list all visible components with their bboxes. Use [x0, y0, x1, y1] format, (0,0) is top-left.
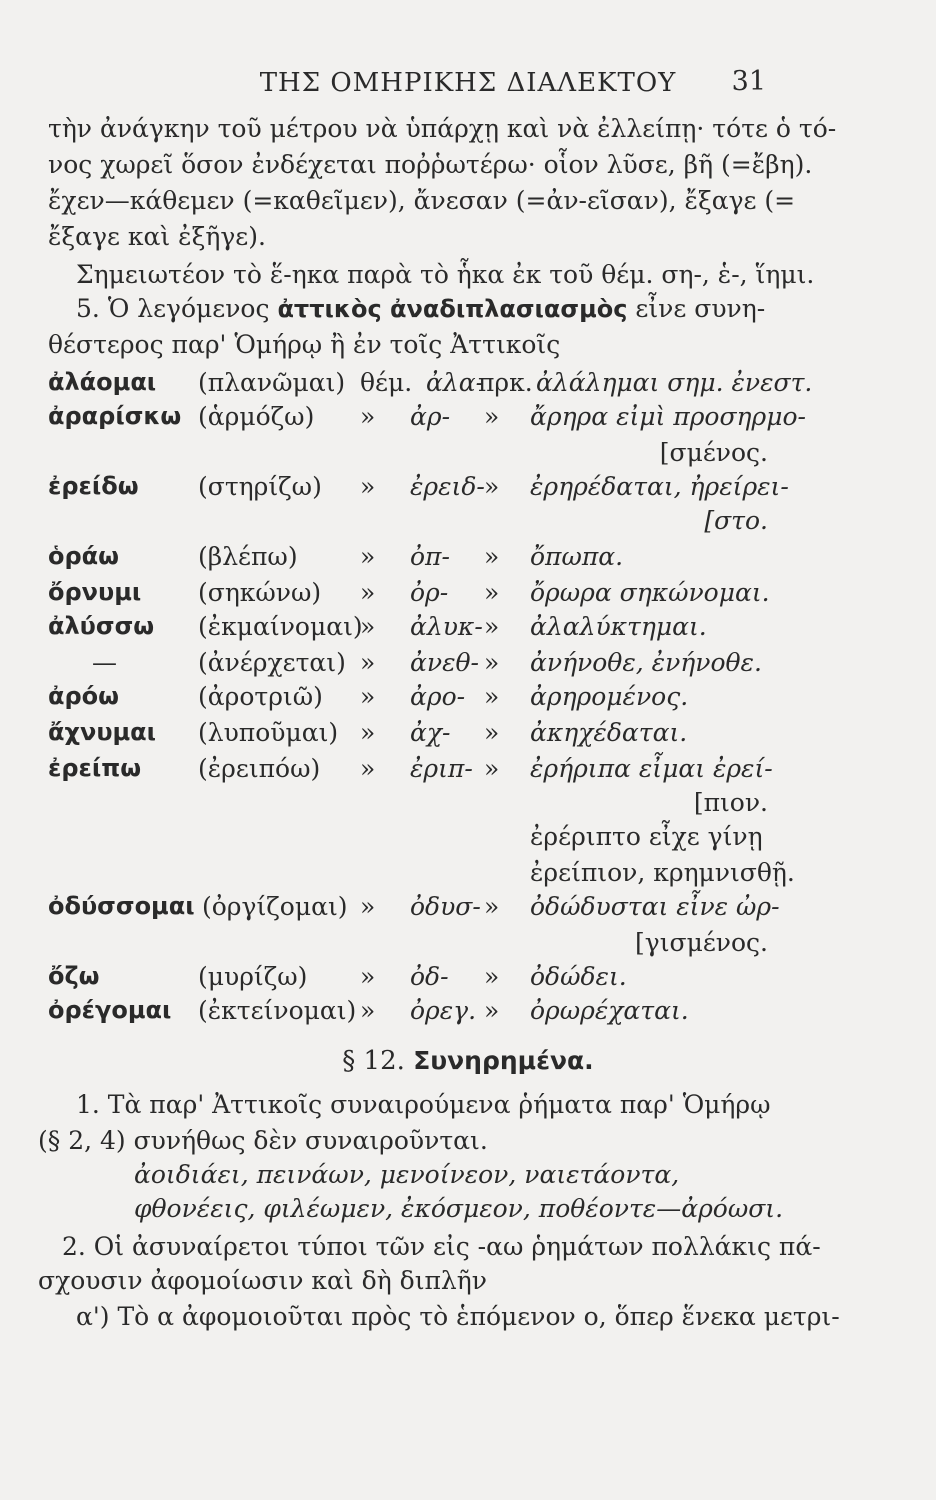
- ditto: »: [360, 402, 376, 431]
- continuation: [γισμένος.: [635, 928, 768, 957]
- perfect-form: ἐρήριπα εἶμαι ἐρεί-: [530, 754, 773, 783]
- term-bold: ἀττικὸς ἀναδιπλασιασμὸς: [277, 295, 628, 323]
- perfect-form: ἄρηρα εἰμὶ προσηρμο-: [530, 402, 806, 431]
- stem: ὀρ-: [410, 578, 449, 607]
- gloss: (στηρίζω): [198, 472, 322, 501]
- stem: ἀχ-: [410, 718, 451, 747]
- gloss: (μυρίζω): [198, 962, 308, 991]
- gloss: (ἐκτείνομαι): [198, 996, 357, 1025]
- ditto: »: [484, 472, 500, 501]
- perfect-form: ἀνήνοθε, ἐνήνοθε.: [530, 648, 762, 677]
- section-heading: [0, 1046, 936, 1076]
- ditto: »: [360, 578, 376, 607]
- extra-line: ἐρέριπτο εἶχε γίνῃ: [530, 822, 763, 851]
- perfect-form: ὄπωπα.: [530, 542, 624, 571]
- ditto: »: [360, 892, 376, 921]
- ditto: »: [484, 578, 500, 607]
- verb: ἀρόω: [48, 682, 120, 710]
- paragraph-text: Ὁ λεγόμενος: [107, 294, 270, 323]
- ditto: πρκ.: [478, 368, 533, 397]
- ditto: »: [484, 996, 500, 1025]
- verb: ἐρείπω: [48, 754, 142, 782]
- verb: ὁράω: [48, 542, 120, 570]
- extra-line: ἐρείπιον, κρημνισθῇ.: [530, 858, 795, 887]
- gloss: (πλανῶμαι): [198, 368, 346, 397]
- stem: ὀρεγ.: [410, 996, 477, 1025]
- intro-line-4: ἔξαγε καὶ ἐξῆγε).: [48, 222, 266, 251]
- perfect-form: ἀκηχέδαται.: [530, 718, 688, 747]
- ditto: »: [484, 682, 500, 711]
- stem: ὀδ-: [410, 962, 449, 991]
- perfect-form: ἀλάλημαι σημ. ἐνεστ.: [536, 368, 813, 397]
- perfect-form: ἀρηρομένος.: [530, 682, 689, 711]
- perfect-form: ὀρωρέχαται.: [530, 996, 689, 1025]
- gloss: (λυποῦμαι): [198, 718, 339, 747]
- stem: ὀδυσ-: [410, 892, 481, 921]
- stem: ἐριπ-: [410, 754, 473, 783]
- s12-line: (§ 2, 4) συνήθως δὲν συναιροῦνται.: [38, 1126, 488, 1155]
- ditto: »: [360, 754, 376, 783]
- perfect-form: ὄρωρα σηκώνομαι.: [530, 578, 770, 607]
- paragraph-5-line-2: θέστερος παρ' Ὁμήρῳ ἢ ἐν τοῖς Ἀττικοῖς: [48, 330, 561, 359]
- intro-line-2: νος χωρεῖ ὅσον ἐνδέχεται ποῤῥωτέρω· οἷον λῦσε, βῆ (=ἔβη).: [48, 150, 813, 179]
- ditto: »: [360, 682, 376, 711]
- section-number: § 12.: [342, 1046, 405, 1076]
- section-title: Συνηρημένα.: [413, 1046, 594, 1075]
- ditto: »: [484, 962, 500, 991]
- ditto: »: [360, 612, 376, 641]
- intro-line-5: Σημειωτέον τὸ ἕ-ηκα παρὰ τὸ ἧκα ἐκ τοῦ θέμ. ση-, ἑ-, ἵημι.: [76, 260, 815, 289]
- paragraph-5-line-1: [76, 296, 765, 321]
- verb: ὀρέγομαι: [48, 996, 172, 1024]
- gloss: (ἀνέρχεται): [198, 648, 346, 677]
- verb: ὄρνυμι: [48, 578, 142, 606]
- perfect-form: ὀδώδυσται εἶνε ὠρ-: [530, 892, 780, 921]
- verb-dash: —: [92, 648, 117, 677]
- ditto: »: [360, 542, 376, 571]
- verb: ἐρείδω: [48, 472, 139, 500]
- perfect-form: ἐρηρέδαται, ἠρείρει-: [530, 472, 789, 501]
- gloss: (σηκώνω): [198, 578, 322, 607]
- stem: ἀνεθ-: [410, 648, 479, 677]
- ditto: »: [360, 996, 376, 1025]
- verb: ἀλύσσω: [48, 612, 155, 640]
- stem: ἀρ-: [410, 402, 451, 431]
- gloss: (ἐκμαίνομαι): [198, 612, 363, 641]
- intro-line-3: ἔχεν—κάθεμεν (=καθεῖμεν), ἄνεσαν (=ἀν-εῖσαν), ἔξαγε (=: [48, 186, 796, 215]
- verb: ἄχνυμαι: [48, 718, 157, 746]
- stem: ἀλα-: [426, 368, 485, 397]
- ditto: »: [484, 612, 500, 641]
- ditto: »: [484, 718, 500, 747]
- ditto: »: [484, 892, 500, 921]
- continuation: [στο.: [704, 506, 768, 535]
- verb: ὀδύσσομαι: [48, 892, 195, 920]
- paragraph-text: εἶνε συνη-: [635, 294, 766, 323]
- intro-line-1: τὴν ἀνάγκην τοῦ μέτρου νὰ ὑπάρχῃ καὶ νὰ ἐλλείπῃ· τότε ὁ τό-: [48, 114, 837, 143]
- ditto: »: [484, 542, 500, 571]
- ditto: »: [360, 962, 376, 991]
- gloss: (ἁρμόζω): [198, 402, 315, 431]
- continuation: [πιον.: [693, 788, 768, 817]
- gloss: (ἀροτριῶ): [198, 682, 323, 711]
- stem: ἐρειδ-: [410, 472, 485, 501]
- perfect-form: ἀλαλύκτημαι.: [530, 612, 707, 641]
- ditto: »: [360, 472, 376, 501]
- stem: ἀλυκ-: [410, 612, 483, 641]
- page-number: 31: [731, 66, 766, 97]
- ditto: »: [484, 754, 500, 783]
- s12-line: 1. Τὰ παρ' Ἀττικοῖς συναιρούμενα ῥήματα παρ' Ὁμήρῳ: [76, 1090, 771, 1119]
- stem: ὀπ-: [410, 542, 450, 571]
- ditto: »: [360, 718, 376, 747]
- s12-line: 2. Οἱ ἀσυναίρετοι τύποι τῶν εἰς -αω ῥημάτων πολλάκις πά-: [62, 1232, 821, 1261]
- example-line: ἀοιδιάει, πεινάων, μενοίνεον, ναιετάοντα,: [134, 1160, 680, 1189]
- example-line: φθονέεις, φιλέωμεν, ἐκόσμεον, ποθέοντε—ἀρόωσι.: [134, 1194, 784, 1223]
- verb: ἀραρίσκω: [48, 402, 182, 430]
- continuation: [σμένος.: [659, 438, 768, 467]
- stem: ἀρο-: [410, 682, 466, 711]
- ditto: »: [484, 402, 500, 431]
- ditto: θέμ.: [360, 368, 413, 397]
- paragraph-number: 5.: [76, 294, 100, 323]
- gloss: (ὀργίζομαι): [202, 892, 348, 921]
- s12-line: α') Τὸ α ἀφομοιοῦται πρὸς τὸ ἑπόμενον ο, ὅπερ ἕνεκα μετρι-: [76, 1302, 840, 1331]
- running-header: ΤΗΣ ΟΜΗΡΙΚΗΣ ΔΙΑΛΕΚΤΟΥ: [259, 68, 677, 98]
- gloss: (βλέπω): [198, 542, 298, 571]
- verb: ἀλάομαι: [48, 368, 157, 396]
- ditto: »: [360, 648, 376, 677]
- s12-line: σχουσιν ἀφομοίωσιν καὶ δὴ διπλῆν: [38, 1266, 487, 1295]
- ditto: »: [484, 648, 500, 677]
- verb: ὄζω: [48, 962, 100, 990]
- perfect-form: ὀδώδει.: [530, 962, 627, 991]
- gloss: (ἐρειπόω): [198, 754, 321, 783]
